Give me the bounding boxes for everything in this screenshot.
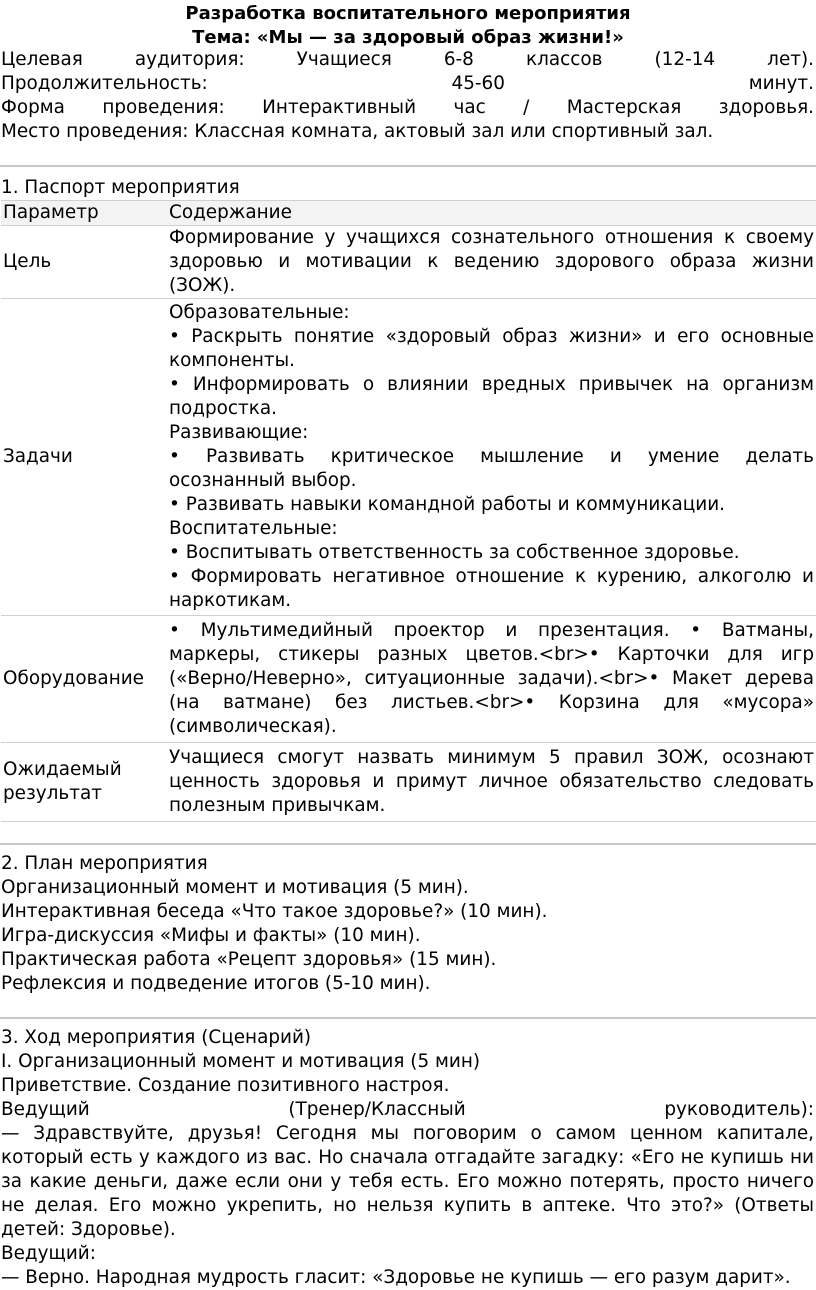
row-param: Цель	[1, 226, 167, 299]
place-line: Место проведения: Классная комната, актовый зал или спортивный зал.	[1, 121, 714, 142]
column-header-param: Параметр	[1, 201, 167, 226]
document-theme: Тема: «Мы — за здоровый образ жизни!»	[192, 27, 624, 48]
table-row	[1, 299, 816, 616]
content-line: • Развивать критическое мышление и умение делать осознанный выбор.	[169, 446, 814, 491]
row-param: Задачи	[1, 299, 167, 616]
content-line: • Формировать негативное отношение к курению, алкоголю и наркотикам.	[169, 566, 814, 611]
table-row	[1, 226, 816, 299]
content-line: Развивающие:	[169, 422, 309, 443]
row-param: Ожидаемый результат	[1, 743, 167, 822]
passport-table	[1, 200, 816, 822]
host-speech: — Здравствуйте, друзья! Сегодня мы поговорим о самом ценном капитале, который есть у каждого из вас. Но сначала отгадайте загадку: «Его не купишь ни за какие деньги, даже если они у тебя есть. Его можно потерять, просто ничего не делая. Его можно укрепить, но нельзя купить в аптеке. Что это?» (Ответы детей: Здоровье).	[1, 1123, 814, 1240]
table-row	[1, 616, 816, 743]
document-title: Разработка воспитательного мероприятия	[185, 3, 631, 24]
plan-item: Практическая работа «Рецепт здоровья» (15 мин).	[1, 949, 497, 970]
host-speech: — Верно. Народная мудрость гласит: «Здоровье не купишь — его разум дарит».	[1, 1267, 791, 1288]
table-row	[1, 743, 816, 822]
row-content	[167, 743, 816, 822]
content-line: • Воспитывать ответственность за собственное здоровье.	[169, 542, 740, 563]
host-label: Ведущий (Тренер/Классный руководитель):	[1, 1099, 814, 1120]
plan-item: Интерактивная беседа «Что такое здоровье?» (10 мин).	[1, 901, 548, 922]
plan-heading: 2. План мероприятия	[1, 853, 208, 874]
scenario-stage: I. Организационный момент и мотивация (5 мин)	[1, 1051, 481, 1072]
table-header-row	[1, 201, 816, 226]
row-param: Оборудование	[1, 616, 167, 743]
scenario-heading: 3. Ход мероприятия (Сценарий)	[1, 1027, 312, 1048]
content-line: Образовательные:	[169, 302, 350, 323]
scenario-greeting: Приветствие. Создание позитивного настроя.	[1, 1075, 450, 1096]
duration-line: Продолжительность: 45-60 минут.	[1, 73, 814, 94]
host-label: Ведущий:	[1, 1243, 96, 1264]
audience-line: Целевая аудитория: Учащиеся 6-8 классов (12-14 лет).	[1, 49, 814, 70]
content-line: Формирование у учащихся сознательного отношения к своему здоровью и мотивации к ведению здорового образа жизни (ЗОЖ).	[169, 227, 814, 296]
content-line: Учащиеся смогут назвать минимум 5 правил ЗОЖ, осознают ценность здоровья и примут личное обязательство следовать полезным привычкам.	[169, 747, 814, 816]
content-line: • Развивать навыки командной работы и коммуникации.	[169, 494, 726, 515]
row-content	[167, 299, 816, 616]
row-content	[167, 226, 816, 299]
content-line: • Информировать о влиянии вредных привычек на организм подростка.	[169, 374, 814, 419]
content-line: Воспитательные:	[169, 518, 338, 539]
plan-item: Игра-дискуссия «Мифы и факты» (10 мин).	[1, 925, 421, 946]
content-line: • Мультимедийный проектор и презентация. • Ватманы, маркеры, стикеры разных цветов.<br>• Карточки для игр («Верно/Неверно», ситуационные задачи).<br>• Макет дерева (на ватмане) без листьев.<br>• Корзина для «мусора» (символическая).	[169, 620, 814, 737]
content-line: • Раскрыть понятие «здоровый образ жизни» и его основные компоненты.	[169, 326, 814, 371]
plan-item: Рефлексия и подведение итогов (5-10 мин).	[1, 973, 431, 994]
row-content	[167, 616, 816, 743]
column-header-content: Содержание	[167, 201, 816, 226]
form-line: Форма проведения: Интерактивный час / Мастерская здоровья.	[1, 97, 814, 118]
plan-item: Организационный момент и мотивация (5 мин).	[1, 877, 469, 898]
passport-heading: 1. Паспорт мероприятия	[1, 177, 240, 198]
